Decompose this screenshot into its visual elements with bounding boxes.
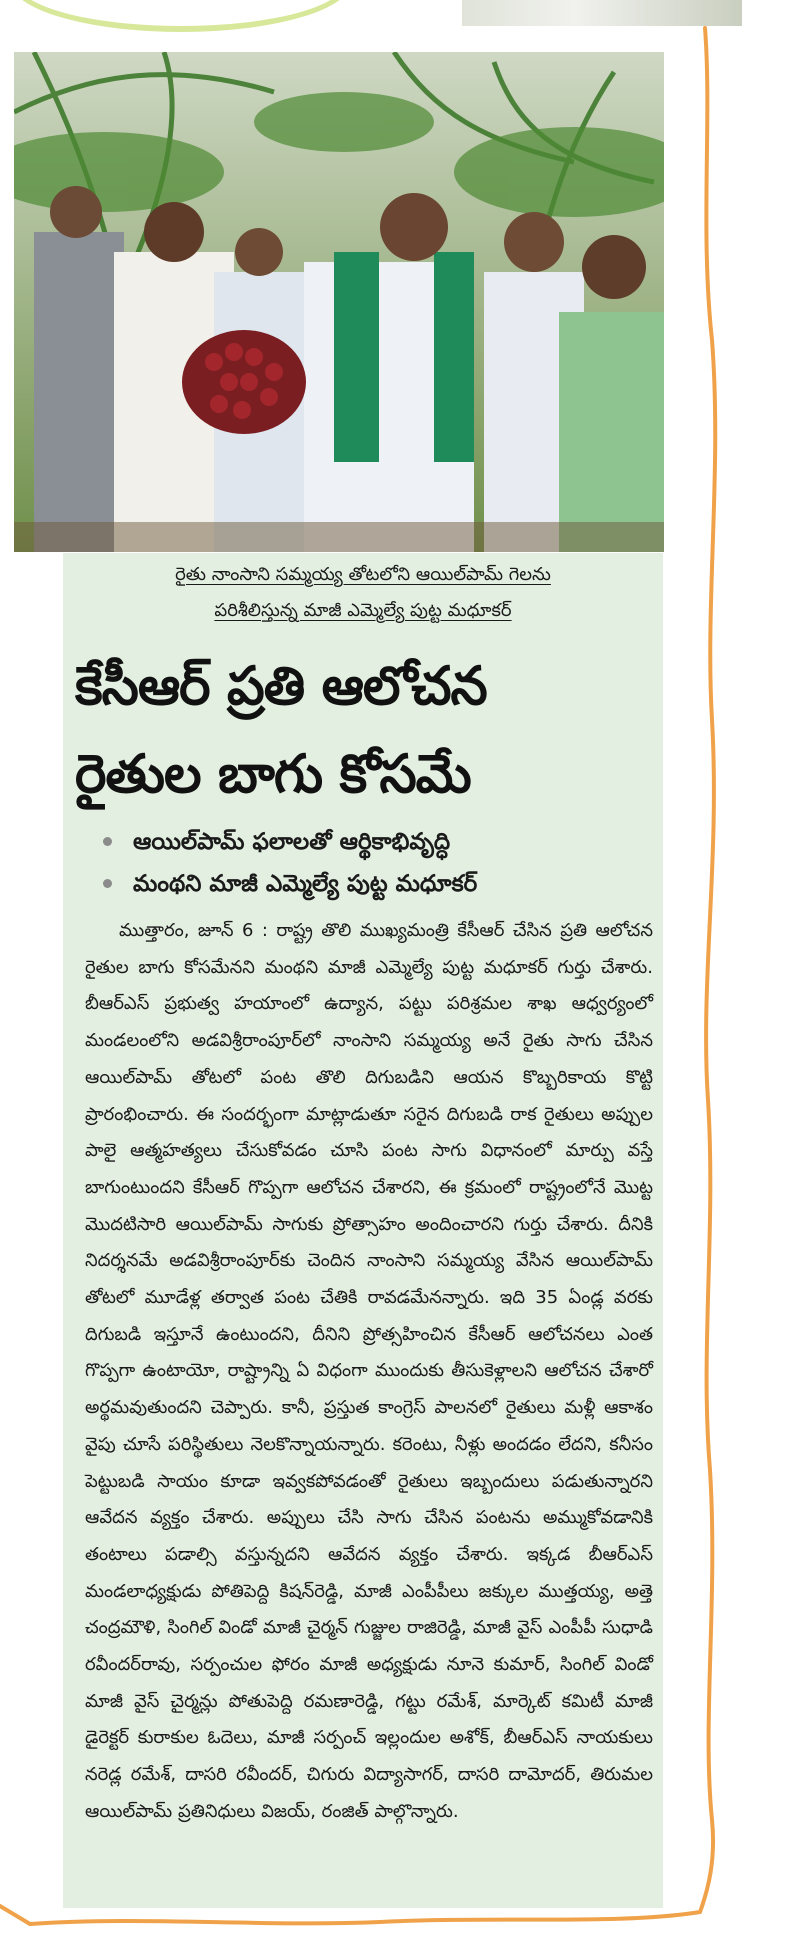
headline-line-2: రైతుల బాగు కోసమే <box>75 744 471 805</box>
bullet-text: మంథని మాజీ ఎమ్మెల్యే పుట్ట మధూకర్ <box>133 871 478 897</box>
top-clipped-strip <box>0 0 740 28</box>
caption-line-2: పరిశీలిస్తున్న మాజీ ఎమ్మెల్యే పుట్ట మధూకర్ <box>214 600 512 621</box>
decorative-arc <box>10 0 352 32</box>
subheading-bullets <box>103 821 653 905</box>
bullet-dot-icon <box>103 837 112 846</box>
caption-line-1: రైతు నాంసాని సమ్మయ్య తోటలోని ఆయిల్‌పామ్ గెలను <box>175 564 551 585</box>
headline <box>75 643 660 819</box>
headline-line-1: కేసీఆర్ ప్రతి ఆలోచన <box>75 656 487 717</box>
bullet-item <box>103 863 653 905</box>
clipped-photo-edge <box>462 0 742 26</box>
bullet-dot-icon <box>103 879 112 888</box>
bullet-item <box>103 821 653 863</box>
photo-icon <box>14 52 664 552</box>
article-body: ముత్తారం, జూన్ 6 : రాష్ట్ర తొలి ముఖ్యమంత్రి కేసీఆర్ చేసిన ప్రతి ఆలోచన రైతుల బాగు కోసమేనని మంథని మాజీ ఎమ్మెల్యే పుట్ట మధూకర్ గుర్తు చేశారు. బీఆర్ఎస్ ప్రభుత్వ హయాంలో ఉద్యాన, పట్టు పరిశ్రమల శాఖ ఆధ్వర్యంలో మండలంలోని అడవిశ్రీరాంపూర్‌లో నాంసాని సమ్మయ్య అనే రైతు సాగు చేసిన ఆయిల్‌పామ్ తోటలో పంట తొలి దిగుబడిని ఆయన కొబ్బరికాయ కొట్టి ప్రారంభించారు. ఈ సందర్భంగా మాట్లాడుతూ సరైన దిగుబడి రాక రైతులు అప్పుల పాలై ఆత్మహత్యలు చేసుకోవడం చూసి పంట సాగు విధానంలో మార్పు వస్తే బాగుంటుందని కేసీఆర్ గొప్పగా ఆలోచన చేశారని, ఈ క్రమంలో రాష్ట్రంలోనే మొట్ట మొదటిసారి ఆయిల్‌పామ్ సాగుకు ప్రోత్సాహం అందించారని గుర్తు చేశారు. దీనికి నిదర్శనమే అడవిశ్రీరాంపూర్‌కు చెందిన నాంసాని సమ్మయ్య వేసిన ఆయిల్‌పామ్ తోటలో మూడేళ్ల తర్వాత పంట చేతికి రావడమేనన్నారు. ఇది 35 ఏండ్ల వరకు దిగుబడి ఇస్తూనే ఉంటుందని, దీనిని ప్రోత్సహించిన కేసీఆర్ ఆలోచనలు ఎంత గొప్పగా ఉంటాయో, రాష్ట్రాన్ని ఏ విధంగా ముందుకు తీసుకెళ్లాలని ఆలోచన చేశారో అర్థమవుతుందని చెప్పారు. కానీ, ప్రస్తుత కాంగ్రెస్ పాలనలో రైతులు మళ్లీ ఆకాశం వైపు చూసే పరిస్థితులు నెలకొన్నాయన్నారు. కరెంటు, నీళ్లు అందడం లేదని, కనీసం పెట్టుబడి సాయం కూడా ఇవ్వకపోవడంతో రైతులు ఇబ్బందులు పడుతున్నారని ఆవేదన వ్యక్తం చేశారు. అప్పులు చేసి సాగు చేసిన పంటను అమ్ముకోవడానికి తంటాలు పడాల్సి వస్తున్నదని ఆవేదన వ్యక్తం చేశారు. ఇక్కడ బీఆర్ఎస్ మండలాధ్యక్షుడు పోతిపెద్ది కిషన్‌రెడ్డి, మాజీ ఎంపీపీలు జక్కుల ముత్తయ్య, అత్తె చంద్రమౌళి, సింగిల్ విండో మాజీ చైర్మన్ గుజ్జుల రాజిరెడ్డి, మాజీ వైస్ ఎంపీపీ సుధాడి రవీందర్‌రావు, సర్పంచుల ఫోరం మాజీ అధ్యక్షుడు నూనె కుమార్, సింగిల్ విండో మాజీ వైస్ చైర్మన్లు పోతుపెద్ది రమణారెడ్డి, గట్టు రమేశ్, మార్కెట్ కమిటీ మాజీ డైరెక్టర్ కురాకుల ఓదెలు, మాజీ సర్పంచ్ ఇల్లందుల అశోక్, బీఆర్ఎస్ నాయకులు నరెడ్ల రమేశ్, దాసరి రవీందర్, చిగురు విద్యాసాగర్, దాసరి దామోదర్, తిరుమల ఆయిల్‌పామ్ ప్రతినిధులు విజయ్, రంజిత్ పాల్గొన్నారు. <box>85 920 653 1822</box>
article-panel <box>63 553 663 1908</box>
bullet-text: ఆయిల్‌పామ్ ఫలాలతో ఆర్థికాభివృద్ధి <box>133 829 451 855</box>
photo-caption <box>63 557 663 629</box>
news-photo <box>14 52 664 552</box>
